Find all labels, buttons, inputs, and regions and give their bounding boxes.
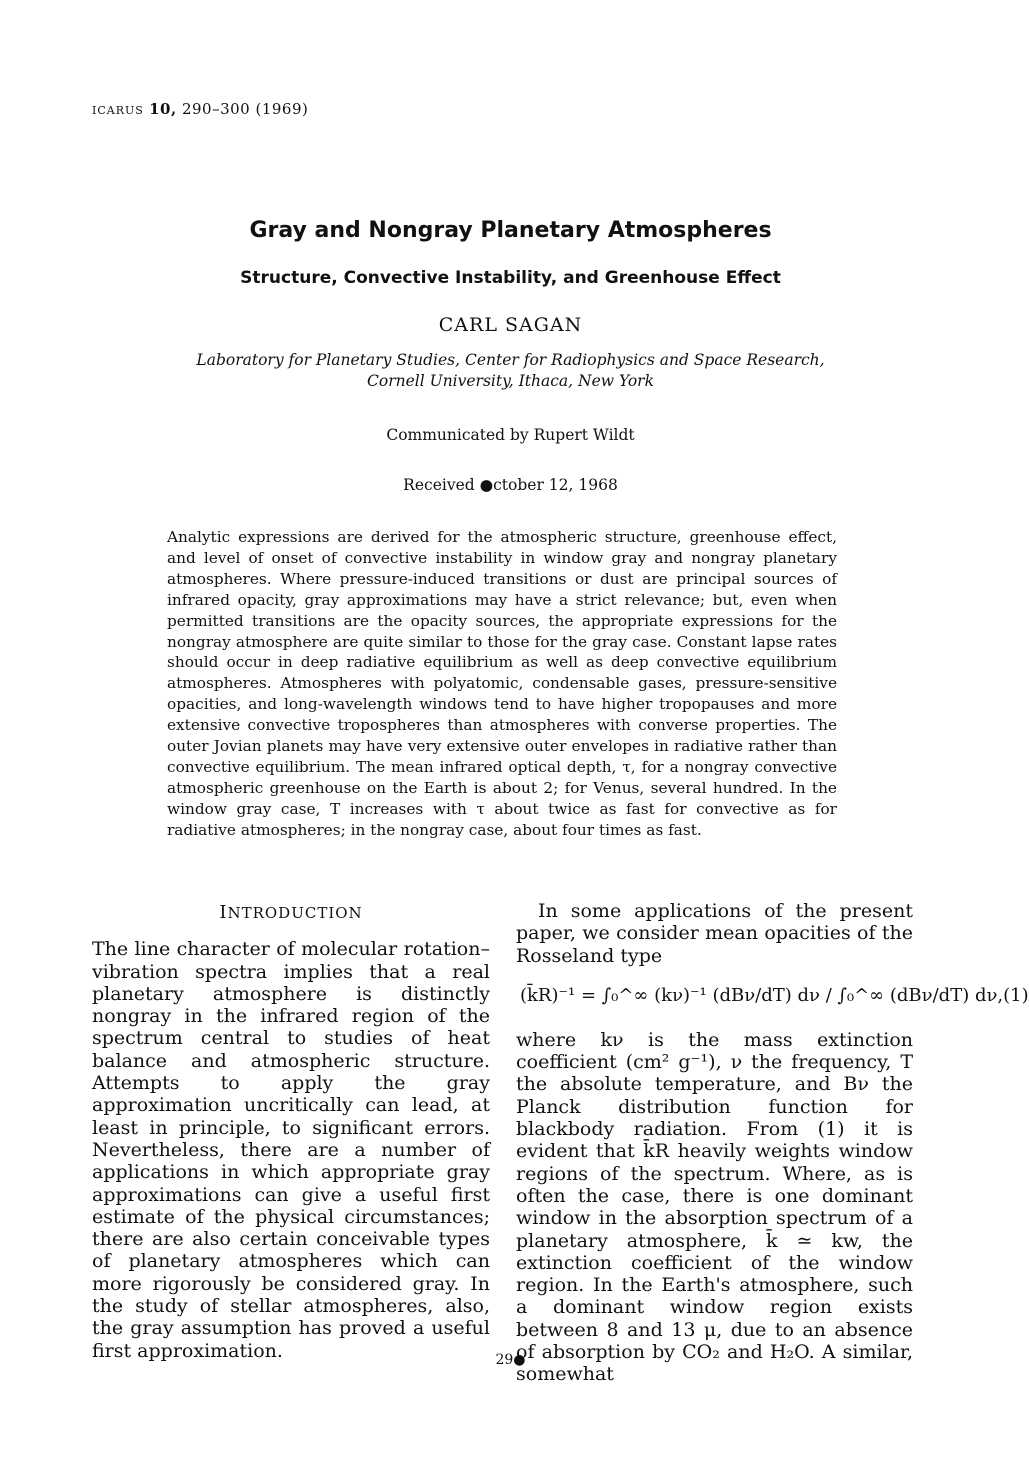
received-date: Received ●ctober 12, 1968 (403, 476, 618, 494)
journal-citation (92, 100, 308, 118)
journal-pages-year: 290–300 (1969) (181, 100, 309, 118)
journal-name: ICARUS (92, 104, 144, 117)
left-column (92, 900, 490, 1362)
section-heading-introduction (92, 902, 490, 924)
equation-number: (1) (1003, 984, 1029, 1006)
author-name: CARL SAGAN (438, 314, 583, 336)
page-number: 29● (495, 1352, 526, 1368)
equation-1 (516, 969, 1029, 1023)
journal-volume: 10, (149, 100, 177, 118)
author-affiliation (0, 350, 1021, 392)
article-subtitle: Structure, Convective Instability, and Greenhouse Effect (240, 268, 781, 288)
introduction-paragraph: The line character of molecular rotation–vibration spectra implies that a real planetary atmosphere is distinctly nongray in the infrared region of the spectrum central to studies of heat balance and atmospheric structure. Attempts to apply the gray approximation uncritically can lead, at least in principle, to significant errors. Nevertheless, there are a number of applications in which appropriate gray approximations can give a useful first estimate of the physical circumstances; there are also certain conceivable types of planetary atmospheres which can more rigorously be considered gray. In the study of stellar atmospheres, also, the gray assumption has proved a useful first approximation. (92, 938, 490, 1362)
abstract: Analytic expressions are derived for the atmospheric structure, greenhouse effect, and level of onset of convective instability in window gray and nongray planetary atmospheres. Where pressure-induced transitions or dust are principal sources of infrared opacity, gray approximations may have a strict relevance; but, even when permitted transitions are the opacity sources, the appropriate expressions for the nongray atmosphere are quite similar to those for the gray case. Constant lapse rates should occur in deep radiative equilibrium as well as deep convective equilibrium atmospheres. Atmospheres with polyatomic, condensable gases, pressure-sensitive opacities, and long-wavelength windows tend to have higher tropopauses and more extensive convective tropospheres than atmospheres with converse properties. The outer Jovian planets may have very extensive outer envelopes in radiative rather than convective equilibrium. The mean infrared optical depth, τ, for a nongray convective atmospheric greenhouse on the Earth is about 2; for Venus, several hundred. In the window gray case, T increases with τ about twice as fast for convective as for radiative atmospheres; in the nongray case, about four times as fast. (167, 528, 837, 839)
heading-rest: NTRODUCTION (227, 904, 363, 922)
equation-expression: (k̄R)⁻¹ = ∫₀^∞ (kν)⁻¹ (dBν/dT) dν / ∫₀^∞ (dBν/dT) dν, (520, 984, 1004, 1006)
article-title: Gray and Nongray Planetary Atmospheres (249, 218, 772, 243)
right-paragraph-1: In some applications of the present paper, we consider mean opacities of the Rosseland type (516, 900, 913, 967)
affiliation-line-1: Laboratory for Planetary Studies, Center for Radiophysics and Space Research, (196, 351, 825, 369)
communicated-by: Communicated by Rupert Wildt (386, 426, 635, 444)
right-column (516, 900, 1029, 1386)
affiliation-line-2: Cornell University, Ithaca, New York (367, 372, 654, 390)
right-paragraph-2: where kν is the mass extinction coefficient (cm² g⁻¹), ν the frequency, T the absolute temperature, and Bν the Planck distribution function for blackbody radiation. From (1) it is evident that k̄R heavily weights window regions of the spectrum. Where, as is often the case, there is one dominant window in the absorption spectrum of a planetary atmosphere, k̄ ≃ kw, the extinction coefficient of the window region. In the Earth's atmosphere, such a dominant window region exists between 8 and 13 μ, due to an absence of absorption by CO₂ and H₂O. A similar, somewhat (516, 1028, 913, 1386)
heading-initial: I (219, 902, 228, 923)
